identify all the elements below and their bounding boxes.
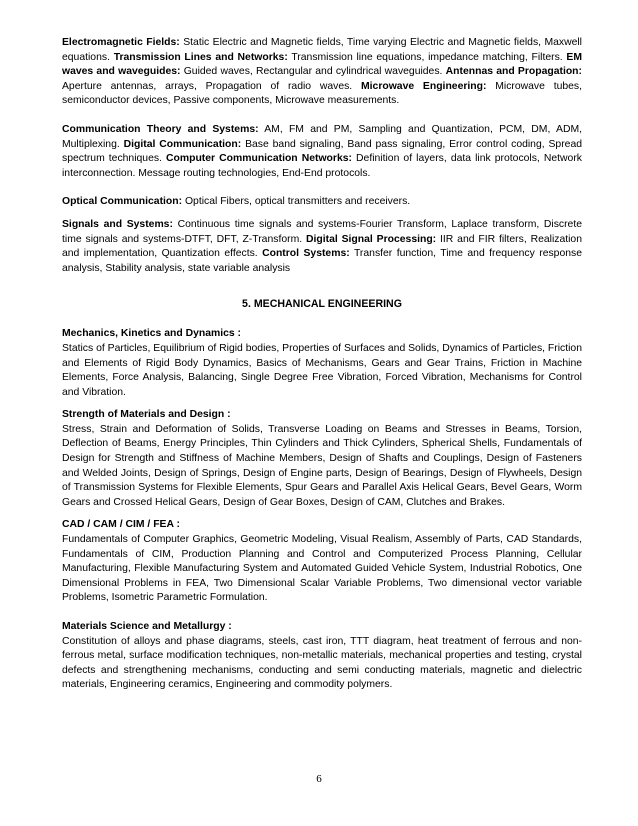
topic-heading: Computer Communication Networks: (166, 153, 352, 165)
topic-title: Mechanics, Kinetics and Dynamics : (62, 328, 242, 340)
topic-text: Base band signaling, Band pass signaling, Error control coding, Spread spectrum techniques. (62, 138, 582, 165)
topic-text: Static Electric and Magnetic fields, Time varying Electric and Magnetic fields, Maxwell equations. (62, 37, 582, 63)
topic-text: Microwave tubes, semiconductor devices, Passive components, Microwave measurements. (62, 80, 582, 107)
topic-text: Guided waves, Rectangular and cylindrical waveguides. (180, 66, 446, 78)
topic-heading: Communication Theory and Systems: (62, 123, 259, 135)
topic-heading: Digital Communication: (123, 138, 242, 150)
topic-body: Statics of Particles, Equilibrium of Rigid bodies, Properties of Surfaces and Solids, Dynamics of Particles, Friction and Elements of Rigid Body Dynamics, Basics of Mechanisms, Gears and Gear Trains, Friction in Machine Elements, Force Analysis, Balancing, Single Degree Free Vibration, Forced Vibration, Mechanisms for Control and Vibration. (62, 342, 582, 398)
topic-text: Aperture antennas, arrays, Propagation of radio waves. (62, 80, 361, 92)
topic-text: Definition of layers, data link protocols, Network interconnection. Message routing technologies, End-End protocols. (62, 153, 582, 179)
paragraph-communication (62, 123, 582, 181)
topic-block (62, 620, 582, 693)
topic-heading: Antennas and Propagation: (445, 66, 582, 78)
topic-block (62, 408, 582, 510)
topic-heading: Signals and Systems: (62, 218, 173, 230)
topic-heading: Digital Signal Processing: (305, 233, 437, 245)
topic-text: Transmission line equations, impedance matching, Filters. (287, 51, 567, 63)
paragraph-signals (62, 218, 582, 276)
topic-text: Continuous time signals and systems-Fourier Transform, Laplace transform, Discrete time signals and systems-DTFT, DFT, Z-Transform. (62, 218, 582, 245)
topic-heading: Microwave Engineering: (361, 80, 487, 92)
topic-heading: EM waves and waveguides: (62, 51, 582, 78)
topic-title: CAD / CAM / CIM / FEA : (62, 519, 180, 531)
topic-text: IIR and FIR filters, Realization and implementation, Quantization effects. (62, 233, 582, 260)
topic-body: Stress, Strain and Deformation of Solids, Transverse Loading on Beams and Stresses in Beams, Torsion, Deflection of Beams, Energy Principles, Thin Cylinders and Thick Cylinders, Spherical Shells, Fundamentals of Design for Strength and Stiffness of Machine Members, Design of Shafts and Couplings, Design of Fasteners and Welded Joints, Design of Springs, Design of Engine parts, Design of Bearings, Design of Flywheels, Design of Transmission Systems for Flexible Elements, Spur Gears and Parallel Axis Helical Gears, Bevel Gears, Worm Gears and Crossed Helical Gears, Design of Gear Boxes, Design of CAM, Clutches and Brakes. (62, 423, 582, 508)
topic-title: Strength of Materials and Design : (62, 409, 231, 421)
topic-text: Optical Fibers, optical transmitters and receivers. (182, 196, 411, 208)
topic-heading: Transmission Lines and Networks: (113, 51, 288, 63)
section-heading: 5. MECHANICAL ENGINEERING (242, 298, 402, 311)
topic-heading: Optical Communication: (62, 196, 183, 208)
topic-text: Transfer function, Time and frequency response analysis, Stability analysis, state variable analysis (62, 248, 582, 274)
topic-block (62, 518, 582, 606)
page-number: 6 (316, 773, 322, 785)
topic-heading: Electromagnetic Fields: (62, 37, 180, 48)
topic-heading: Control Systems: (262, 248, 350, 260)
paragraph-electromagnetics (62, 36, 582, 109)
topic-title: Materials Science and Metallurgy : (62, 621, 232, 632)
topic-block (62, 327, 582, 400)
paragraph-optical (62, 195, 582, 210)
topic-body: Constitution of alloys and phase diagrams, steels, cast iron, TTT diagram, heat treatment of ferrous and non-ferrous metal, surface modification techniques, non-metallic materials, mechanical properties and testing, crystal defects and strengthening mechanisms, conducting and semi conducting materials, magnetic and dielectric materials, Engineering ceramics, Engineering and commodity polymers. (62, 635, 582, 691)
document-page (62, 36, 582, 701)
topic-text: AM, FM and PM, Sampling and Quantization, PCM, DM, ADM, Multiplexing. (62, 123, 582, 150)
topic-body: Fundamentals of Computer Graphics, Geometric Modeling, Visual Realism, Assembly of Parts, CAD Standards, Fundamentals of CIM, Production Planning and Control and Computerized Process Planning, Cellular Manufacturing, Flexible Manufacturing System and Automated Guided Vehicle System, Industrial Robotics, One Dimensional Problems in FEA, Two Dimensional Scalar Variable Problems, Two dimensional vector variable Problems, Isometric Parametric Formulation. (62, 534, 582, 604)
